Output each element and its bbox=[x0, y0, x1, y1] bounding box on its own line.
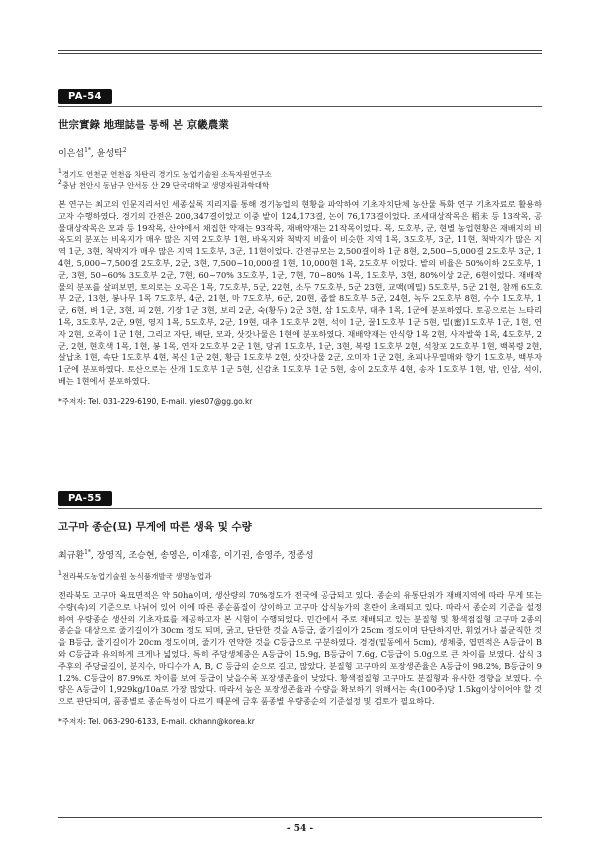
affiliation-2: $^2$충남 천안시 동남구 안서동 산 29 단국대학교 생명자원과학대학 bbox=[58, 179, 270, 190]
abstract-pa-54 bbox=[58, 84, 542, 407]
abstract-authors: 최규환$^{1*}$, 장영직, 조승현, 송영은, 이재흥, 이기권, 송영주, 정종성 bbox=[58, 549, 314, 561]
abstract-affiliations bbox=[58, 169, 542, 191]
affiliation-1: $^1$전라북도농업기술원 농식품개발국 생명농업과 bbox=[58, 570, 212, 581]
abstract-code-badge: PA-54 bbox=[58, 89, 112, 104]
abstract-pa-55 bbox=[58, 486, 542, 727]
abstract-affiliations bbox=[58, 571, 542, 582]
footer-rule bbox=[58, 817, 542, 818]
abstract-title: 고구마 종순(묘) 무게에 따른 생육 및 수량 bbox=[58, 521, 252, 533]
abstract-body: 전라북도 고구마 육묘면적은 약 50ha이며, 생산량의 70%정도가 전국에 공급되고 있다. 종순의 유통단위가 재배지역에 따라 무게 또는 수량(속)의 기준으로 나뉘어 있어 이에 따른 종순품질이 상이하고 고구마 삽식농가의 혼란이 초래되고 있다. 따라서 종순의 기준을 설정하여 우량종순 생산의 기초자료를 제공하고자 본 시험이 수행되었다. 민간에서 주로 재배되고 있는 분질형 및 황색점질형 고구마 2종의 종순을 대상으로 줄기길이가 30cm 정도 되며, 굵고, 단단한 것을 A등급, 줄기길이가 25cm 정도이며 단단하지만, 휘었거나 불균직한 것을 B등급, 줄기길이가 20cm 정도이며, 줄기가 연약한 것을 C등급으로 구분하였다. 경경(밑동에서 5cm), 생체중, 엽면적은 A등급이 B와 C등급과 유의하게 크게나 넓었다. 특히 주당생체중은 A등급이 15.9g, B등급이 7.6g, C등급이 5.0g으로 큰 차이를 보였다. 삽식 3주후의 주당굴길이, 분지수, 마디수가 A, B, C 등급의 순으로 길고, 많았다. 분질형 고구마의 포장생존율은 A등급이 98.2%, B등급이 91.2%. C등급이 87.9%로 차이를 보여 등급이 낮을수록 포장생존율이 낮았다. 황색점질형 고구마도 분질형과 유사한 경향을 보였다. 수량은 A등급이 1,929kg/10a로 가장 많았다. 따라서 높은 포장생존율과 수량을 확보하기 위해서는 속(100주)당 1.5kg이상이어야 할 것으로 판단되며, 품종별로 종순특성이 다르기 때문에 금후 품종별 우량종순의 기준설정 및 검토가 필요하다. bbox=[58, 590, 542, 707]
abstract-body: 본 연구는 최고의 인문지리서인 세종실록 지리지를 통해 경기농업의 현황을 파악하여 기초자치단체 농산물 특화 연구 기초자료로 활용하고자 수행하였다. 경기의 간전은 200,347결이었고 이중 밭이 124,173결, 논이 76,173결이었다. 조세대상작목은 稻未 등 13작목, 공물대상작목은 모과 등 19작목, 산야에서 채집한 약재는 93작목, 재배약재는 21작목이었다. 목, 도호부, 군, 현별 농업현황은 재배지의 비옥도의 분포는 비옥지가 매우 많은 지역 2도호부 1현, 바옥지와 척박지 비율이 비슷한 지역 1목, 3도호부, 3군, 11현, 척박지가 많은 지역 1군, 3현, 척박지가 매우 많은 지역 1도호부, 3군, 11현이었다. 간전규모는 2,500결이하 1군 8현, 2,500~5,000결 2도호부 3군, 14현, 5,000~7,500결 2도호부, 2군, 3현, 7,500~10,000결 1현, 10,000현 1목, 2도호부 이었다. 밭의 비율은 50%이하 2도호부, 1군, 3현, 50~60% 3도호부 2군, 7현, 60~70% 3도호부, 1군, 7현, 70~80% 1목, 1도호부, 3현, 80%이상 2군, 6현이었다. 재배작물의 분포를 살펴보면, 토의로는 오곡은 1목, 7도호부, 5군, 22현, 소두 7도호부, 5군 23현, 교맥(메밀) 5도호부, 5군 21현, 참깨 6도호부 2군, 13현, 봉나무 1목 7도호부, 4군, 21현, 마 7도호부, 6군, 20현, 좁쌀 8도호부 5군, 24현, 녹두 2도호부 8현, 수수 1도호부, 1군, 6현, 벼 1군, 3현, 피 2현, 기장 1군 3현, 보리 2군, 숙(황두) 2군 3현, 삼 1도호부, 대추 1목, 1군에 분포하였다. 토공으로는 느타리 1목, 3도호부, 2군, 9현, 영지 1목, 5도호부, 2군, 19현, 대추 1도호부 2현, 석이 1군, 꿀1도호부 1군 5현, 밀(蜜)1도호부 1군, 1현, 연자 2현, 오족이 1군 1현, 그리고 자단, 배단, 모과, 삿갓나물은 1현에 분포하였다. 재배약재는 안식향 1목 2현, 사자발쑥 1목, 4도호부, 2군, 2현, 현호색 1목, 1현, 봉 1목, 연자 2도호부 2군 1현, 당귀 1도호부, 1군, 3현, 복령 1도호부 2현, 석창포 2도호부 1현, 백복령 2현, 살납초 1현, 속단 1도호부 4현, 복신 1군 2현, 황금 1도호부 2현, 삿갓나물 2군, 오미자 1군 2현, 초피나무열매와 향기 1도호부, 백부자 1군에 분포하였다. 토산으로는 산개 1도호부 1군 5현, 신감초 1도호부 1군 5현, 송이 2도호부 4현, 송자 1도호부 1현, 밤, 인삼, 석이, 베는 1현에서 분포하였다. bbox=[58, 199, 542, 386]
affiliation-1: $^1$경기도 연천군 연천읍 차탄리 경기도 농업기술원 소득자원연구소 bbox=[58, 168, 272, 179]
section-rule bbox=[58, 508, 542, 509]
abstract-contact: *주저자: Tel. 063-290-6133, E-mail. ckhann@korea.kr bbox=[58, 716, 255, 726]
page-number: - 54 - bbox=[286, 824, 314, 834]
header-rule bbox=[58, 50, 542, 51]
abstract-code-badge: PA-55 bbox=[58, 491, 112, 506]
abstract-title: 世宗實錄 地理誌를 통해 본 京畿農業 bbox=[58, 119, 229, 131]
section-rule bbox=[58, 106, 542, 107]
abstract-contact: *주저자: Tel. 031-229-6190, E-mail. yies07@gg.go.kr bbox=[58, 396, 253, 406]
header-rule-secondary bbox=[58, 53, 542, 54]
abstract-authors: 이은섭$^{1*}$, 윤성탁$^2$ bbox=[58, 147, 127, 159]
